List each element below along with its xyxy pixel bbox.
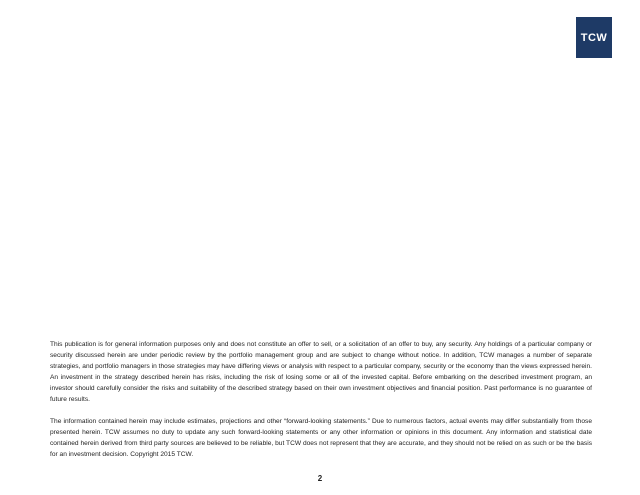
disclaimer-paragraph-2: The information contained herein may include estimates, projections and other “forward-looking statements.” Due to numerous factors, actual events may differ substantially from those presented herein. TCW assumes no duty to update any such forward-looking statements or any other information or opinions in this document. Any information and statistical date contained herein derived from third party sources are believed to be reliable, but TCW does not represent that they are accurate, and they should not be relied on as such or be the basis for an investment decision. Copyright 2015 TCW. — [50, 418, 592, 458]
logo-text: TCW — [580, 31, 608, 44]
disclaimer-paragraph-1: This publication is for general information purposes only and does not constitute an offer to sell, or a solicitation of an offer to buy, any security. Any holdings of a particular company or security discussed herein are under periodic review by the portfolio management group and are subject to change without notice. In addition, TCW manages a number of separate strategies, and portfolio managers in those strategies may have differing views or analysis with respect to a particular company, security or the economy than the views expressed herein. An investment in the strategy described herein has risks, including the risk of losing some or all of the invested capital. Before embarking on the described investment program, an investor should carefully consider the risks and suitability of the described strategy based on their own investment objectives and financial position. Past performance is no guarantee of future results. — [50, 341, 592, 403]
tcw-logo — [576, 17, 612, 58]
disclaimer-text — [50, 339, 592, 471]
page-number: 2 — [317, 474, 323, 483]
